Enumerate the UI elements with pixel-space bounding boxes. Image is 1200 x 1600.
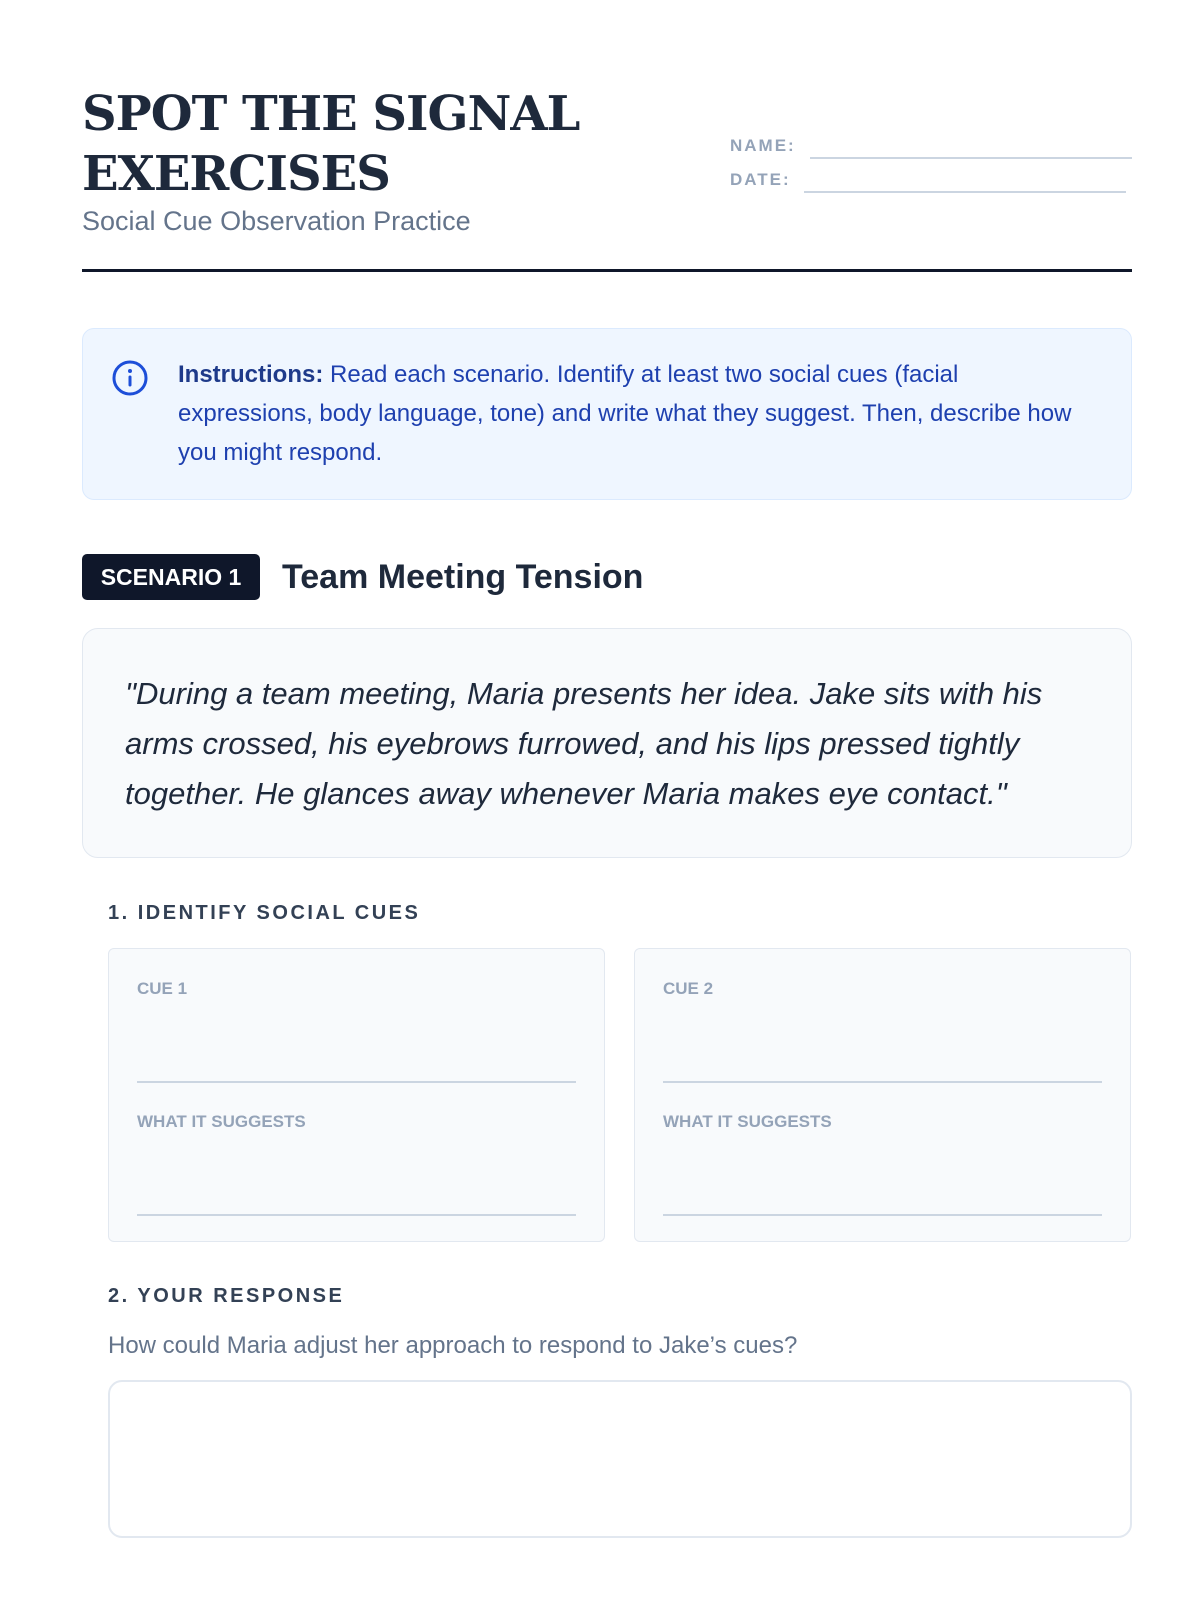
cue-card-2: [634, 948, 1131, 1242]
instructions-lead: Instructions:: [178, 361, 324, 388]
cue-2-answer-line[interactable]: [663, 1081, 1102, 1083]
section-response-label: 2. YOUR RESPONSE: [108, 1285, 345, 1307]
instructions-body: Read each scenario. Identify at least two social cues (facial expressions, body language, tone) and write what they suggest. Then, describe how you might respond.: [178, 361, 1072, 466]
response-answer-box[interactable]: [108, 1380, 1132, 1538]
response-prompt: How could Maria adjust her approach to respond to Jake’s cues?: [108, 1332, 798, 1359]
date-field[interactable]: [730, 166, 1132, 194]
scenario-title: Team Meeting Tension: [282, 558, 644, 596]
worksheet-header: [82, 84, 1132, 272]
cue-2-suggests-line[interactable]: [663, 1214, 1102, 1216]
cue-2-label: CUE 2: [663, 979, 714, 998]
scenario-badge: SCENARIO 1: [82, 554, 260, 600]
date-label: DATE:: [730, 170, 791, 189]
cue-1-suggests-line[interactable]: [137, 1214, 576, 1216]
cue-2-suggests-label: WHAT IT SUGGESTS: [663, 1112, 832, 1131]
date-line[interactable]: [804, 191, 1126, 193]
scenario-text: "During a team meeting, Maria presents her idea. Jake sits with his arms crossed, his eyebrows furrowed, and his lips pressed tightly together. He glances away whenever Maria makes eye contact.": [125, 676, 1043, 811]
cue-card-1: [108, 948, 605, 1242]
name-line[interactable]: [810, 157, 1132, 159]
page-title: SPOT THE SIGNAL EXERCISES: [82, 86, 580, 202]
instructions-box: [82, 328, 1132, 500]
instructions-text: [178, 355, 1078, 472]
cue-1-suggests-label: WHAT IT SUGGESTS: [137, 1112, 306, 1131]
scenario-box: [82, 628, 1132, 858]
info-icon: [111, 359, 149, 397]
name-field[interactable]: [730, 132, 1132, 160]
cue-1-label: CUE 1: [137, 979, 188, 998]
name-label: NAME:: [730, 136, 796, 155]
cue-1-answer-line[interactable]: [137, 1081, 576, 1083]
worksheet-page: [82, 0, 1132, 1600]
section-identify-cues-label: 1. IDENTIFY SOCIAL CUES: [108, 902, 421, 924]
page-subtitle: Social Cue Observation Practice: [82, 206, 471, 236]
